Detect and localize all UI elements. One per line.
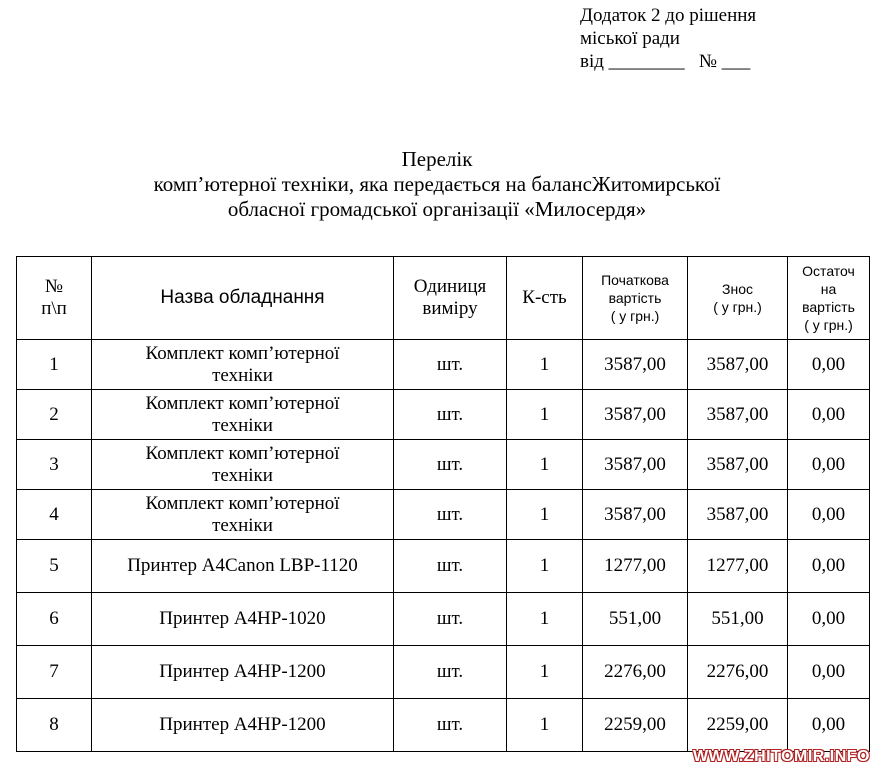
- table-row: [17, 593, 870, 646]
- appendix-line-3: від ________ № ___: [580, 51, 751, 72]
- header-residual-line-2: на: [820, 281, 837, 297]
- cell-wear: 3587,00: [688, 440, 788, 490]
- header-residual-line-4: ( у грн.): [804, 317, 853, 333]
- cell-num: 6: [17, 593, 92, 646]
- header-initial-line-3: ( у грн.): [610, 308, 660, 324]
- table-row: [17, 646, 870, 699]
- table-row: [17, 440, 870, 490]
- cell-residual: 0,00: [788, 340, 870, 390]
- cell-num: 7: [17, 646, 92, 699]
- cell-unit: шт.: [394, 593, 507, 646]
- cell-name-line-2: техніки: [212, 514, 273, 536]
- cell-wear: 3587,00: [688, 490, 788, 540]
- cell-qty: 1: [507, 440, 583, 490]
- cell-num: 5: [17, 540, 92, 593]
- table-row: [17, 490, 870, 540]
- title-line-1: Перелік: [401, 147, 473, 171]
- cell-name-line-1: Комплект комп’ютерної: [145, 342, 340, 364]
- header-residual-line-1: Остаточ: [802, 263, 855, 279]
- document-title: [0, 147, 874, 222]
- cell-wear: 551,00: [688, 593, 788, 646]
- cell-initial: 2259,00: [583, 699, 688, 752]
- cell-qty: 1: [507, 390, 583, 440]
- cell-initial: 2276,00: [583, 646, 688, 699]
- cell-initial: 3587,00: [583, 490, 688, 540]
- header-initial-line-1: Початкова: [601, 272, 669, 288]
- cell-unit: шт.: [394, 440, 507, 490]
- cell-initial: 1277,00: [583, 540, 688, 593]
- cell-num: 1: [17, 340, 92, 390]
- cell-qty: 1: [507, 490, 583, 540]
- appendix-note: [580, 4, 756, 73]
- header-num: [17, 257, 92, 340]
- cell-name: Принтер А4НР-1200: [92, 699, 394, 752]
- title-line-2: комп’ютерної техніки, яка передається на балансЖитомирської: [153, 172, 721, 196]
- cell-name: Принтер А4НР-1020: [92, 593, 394, 646]
- cell-qty: 1: [507, 699, 583, 752]
- table-row: [17, 390, 870, 440]
- cell-name: [92, 340, 394, 390]
- cell-wear: 2276,00: [688, 646, 788, 699]
- cell-residual: 0,00: [788, 593, 870, 646]
- appendix-line-1: Додаток 2 до рішення: [580, 5, 757, 26]
- cell-residual: 0,00: [788, 699, 870, 752]
- header-qty: К-сть: [507, 257, 583, 340]
- cell-residual: 0,00: [788, 490, 870, 540]
- title-line-3: обласної громадської організації «Милосердя»: [227, 197, 647, 221]
- cell-name-line-1: Комплект комп’ютерної: [145, 492, 340, 514]
- header-num-line-2: п\п: [41, 298, 67, 319]
- cell-residual: 0,00: [788, 390, 870, 440]
- cell-initial: 3587,00: [583, 340, 688, 390]
- cell-initial: 551,00: [583, 593, 688, 646]
- cell-name: [92, 390, 394, 440]
- cell-name-line-2: техніки: [212, 464, 273, 486]
- cell-wear: 1277,00: [688, 540, 788, 593]
- header-num-line-1: №: [44, 276, 64, 297]
- cell-name-line-2: техніки: [212, 364, 273, 386]
- cell-qty: 1: [507, 593, 583, 646]
- cell-name: Принтер А4Canon LBP-1120: [92, 540, 394, 593]
- cell-unit: шт.: [394, 540, 507, 593]
- header-initial: [583, 257, 688, 340]
- table-row: [17, 540, 870, 593]
- header-residual: [788, 257, 870, 340]
- cell-name: Принтер А4НР-1200: [92, 646, 394, 699]
- cell-qty: 1: [507, 540, 583, 593]
- cell-num: 3: [17, 440, 92, 490]
- cell-unit: шт.: [394, 490, 507, 540]
- table-row: [17, 340, 870, 390]
- header-wear-line-1: Знос: [722, 281, 753, 297]
- cell-name-line-1: Комплект комп’ютерної: [145, 442, 340, 464]
- header-initial-line-2: вартість: [608, 290, 662, 306]
- header-unit-line-1: Одиниця: [413, 276, 487, 297]
- cell-num: 8: [17, 699, 92, 752]
- cell-name: [92, 490, 394, 540]
- cell-unit: шт.: [394, 340, 507, 390]
- cell-wear: 3587,00: [688, 340, 788, 390]
- cell-wear: 3587,00: [688, 390, 788, 440]
- header-unit-line-2: виміру: [422, 298, 478, 319]
- cell-qty: 1: [507, 646, 583, 699]
- cell-unit: шт.: [394, 699, 507, 752]
- cell-wear: 2259,00: [688, 699, 788, 752]
- header-wear: [688, 257, 788, 340]
- cell-initial: 3587,00: [583, 390, 688, 440]
- cell-initial: 3587,00: [583, 440, 688, 490]
- cell-name: [92, 440, 394, 490]
- header-name: Назва обладнання: [92, 257, 394, 340]
- equipment-table: [16, 256, 870, 752]
- header-wear-line-2: ( у грн.): [713, 299, 762, 315]
- cell-residual: 0,00: [788, 646, 870, 699]
- cell-name-line-2: техніки: [212, 414, 273, 436]
- cell-unit: шт.: [394, 646, 507, 699]
- cell-residual: 0,00: [788, 440, 870, 490]
- appendix-line-2: міської ради: [580, 28, 680, 49]
- cell-qty: 1: [507, 340, 583, 390]
- table-row: [17, 699, 870, 752]
- site-watermark: WWW.ZHITOMIR.INFO: [692, 748, 870, 765]
- cell-name-line-1: Комплект комп’ютерної: [145, 392, 340, 414]
- cell-num: 2: [17, 390, 92, 440]
- header-unit: [394, 257, 507, 340]
- header-residual-line-3: вартість: [802, 299, 855, 315]
- table-header-row: [17, 257, 870, 340]
- cell-unit: шт.: [394, 390, 507, 440]
- cell-num: 4: [17, 490, 92, 540]
- cell-residual: 0,00: [788, 540, 870, 593]
